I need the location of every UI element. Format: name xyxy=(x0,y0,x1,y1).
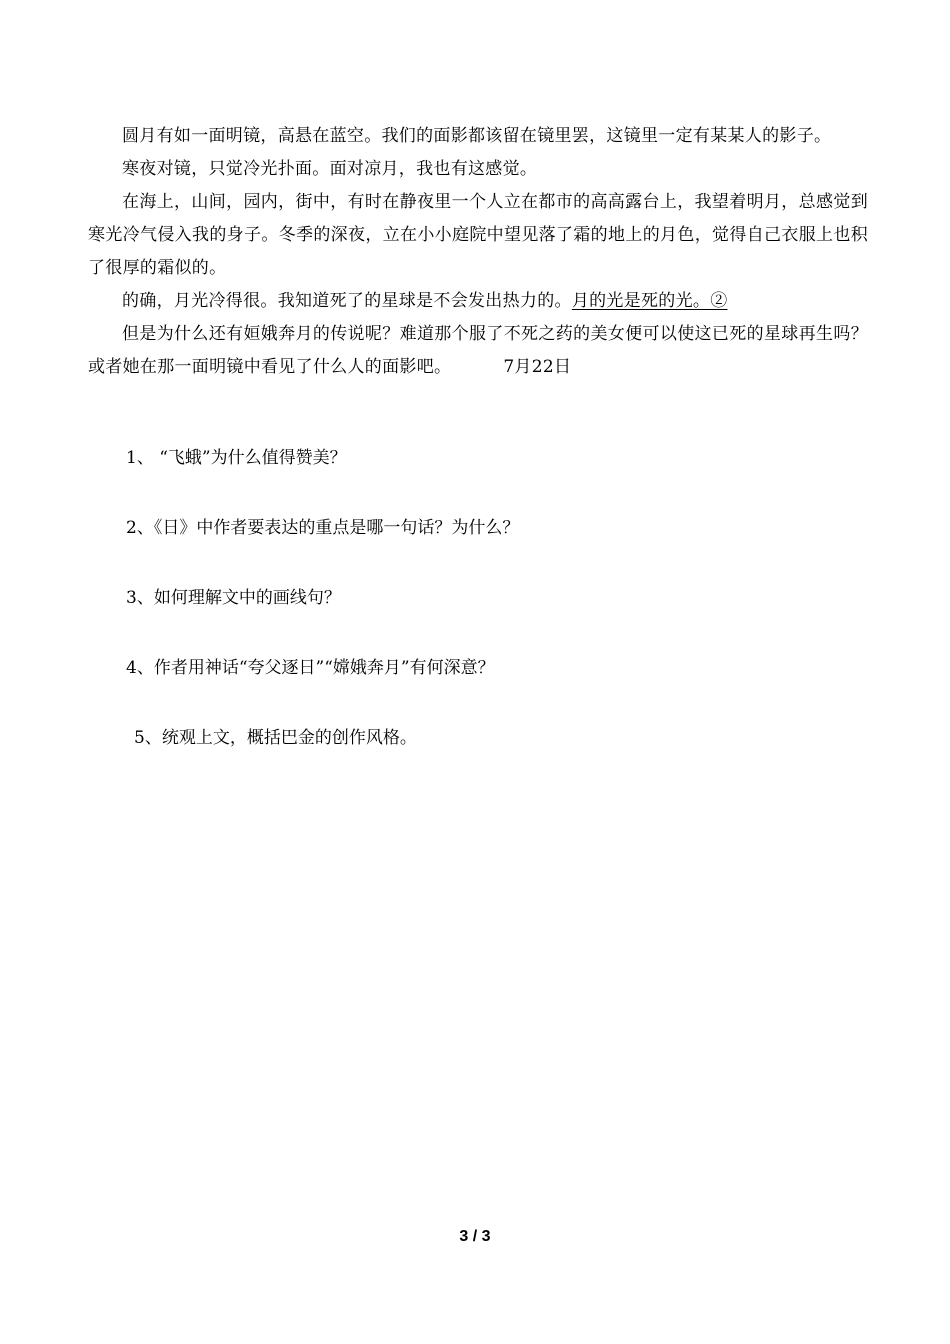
passage-date: 7月22日 xyxy=(503,357,572,377)
passage-paragraph-4 xyxy=(88,285,868,318)
question-4: 4、作者用神话“夸父逐日”“嫦娥奔月”有何深意？ xyxy=(126,658,495,678)
underlined-sentence: 月的光是死的光。② xyxy=(571,291,728,311)
passage xyxy=(88,120,868,384)
passage-paragraph-1: 圆月有如一面明镜，高悬在蓝空。我们的面影都该留在镜里罢，这镜里一定有某某人的影子。 xyxy=(122,126,832,146)
passage-paragraph-4-text: 的确，月光冷得很。我知道死了的星球是不会发出热力的。 xyxy=(122,291,572,311)
question-3: 3、如何理解文中的画线句？ xyxy=(126,588,341,608)
passage-paragraph-5-text: 但是为什么还有姮娥奔月的传说呢？难道那个服了不死之药的美女便可以使这已死的星球再生吗？或者她在那一面明镜中看见了什么人的面影吧。 xyxy=(88,324,868,377)
page-number: 3 / 3 xyxy=(459,1228,491,1245)
passage-paragraph-3: 在海上，山间，园内，街中，有时在静夜里一个人立在都市的高高露台上，我望着明月，总感觉到寒光冷气侵入我的身子。冬季的深夜，立在小小庭院中望见落了霜的地上的月色，觉得自己衣服上也积了很厚的霜似的。 xyxy=(88,192,868,278)
question-1: 1、 “飞蛾”为什么值得赞美？ xyxy=(126,448,347,468)
passage-paragraph-2: 寒夜对镜，只觉冷光扑面。面对凉月，我也有这感觉。 xyxy=(122,159,538,179)
passage-paragraph-5 xyxy=(88,318,868,384)
question-5: 5、统观上文，概括巴金的创作风格。 xyxy=(134,728,417,748)
question-2: 2、《日》中作者要表达的重点是哪一句话？为什么？ xyxy=(126,518,520,538)
